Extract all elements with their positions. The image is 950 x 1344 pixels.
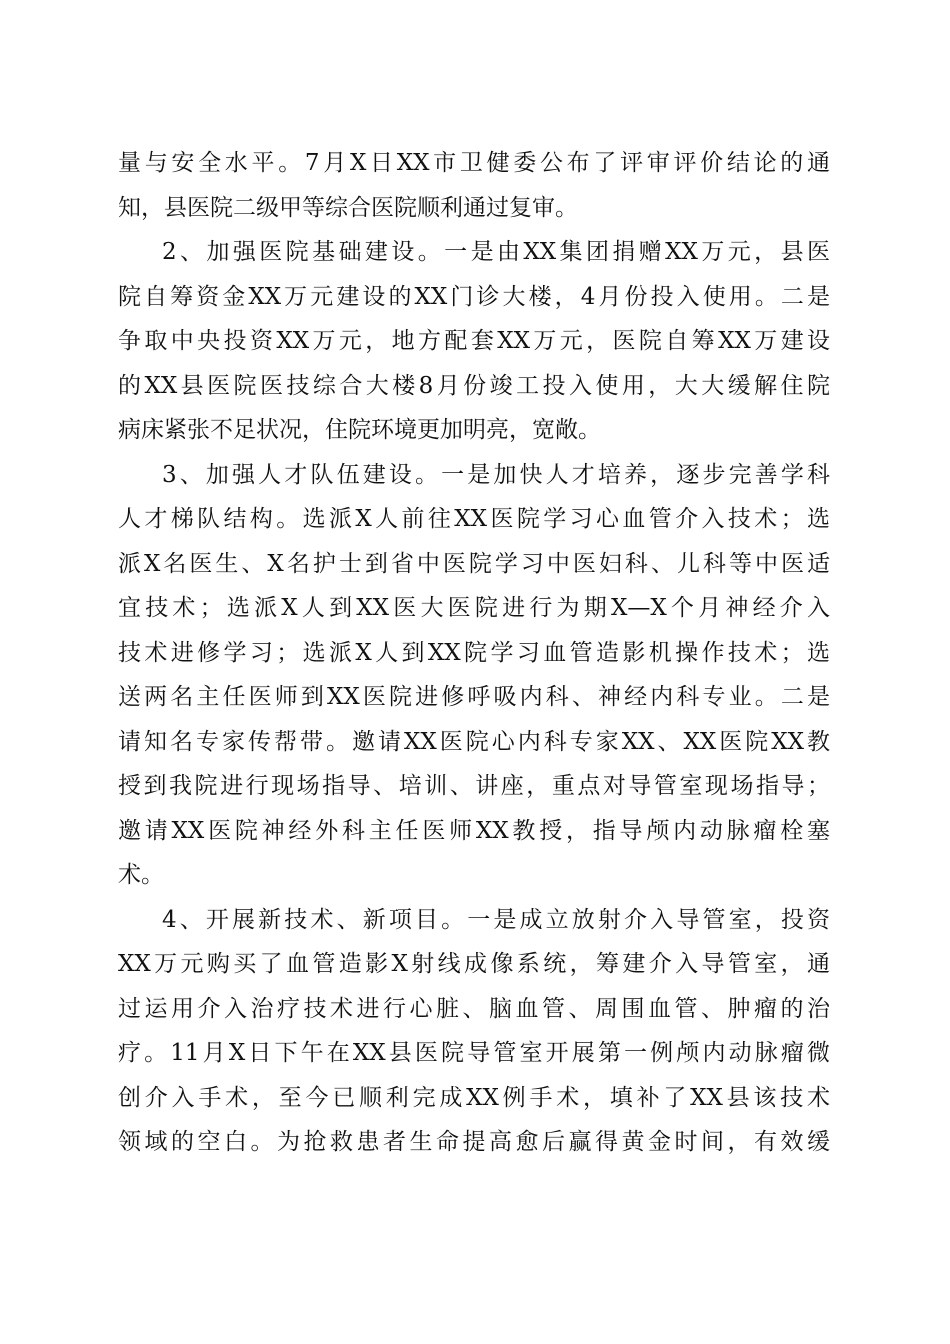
text-line: 派X名医生、X名护士到省中医院学习中医妇科、儿科等中医适 [118,550,830,577]
text-line: 争取中央投资XX万元，地方配套XX万元，医院自筹XX万建设 [118,328,830,354]
text-line: 请知名专家传帮带。邀请XX医院心内科专家XX、XX医院XX教 [118,728,830,755]
text-line: 人才梯队结构。选派X人前往XX医院学习心血管介入技术；选 [118,506,830,532]
text-line: 疗。11月X日下午在XX县医院导管室开展第一例颅内动脉瘤微 [118,1040,830,1066]
paragraph-start-line: 4、开展新技术、新项目。一是成立放射介入导管室，投资 [162,906,830,933]
text-line: 量与安全水平。7月X日XX市卫健委公布了评审评价结论的通 [118,150,830,176]
text-line: 送两名主任医师到XX医院进修呼吸内科、神经内科专业。二是 [118,684,830,710]
text-line: 过运用介入治疗技术进行心脏、脑血管、周围血管、肿瘤的治 [118,995,830,1022]
text-line: XX万元购买了血管造影X射线成像系统，筹建介入导管室，通 [118,951,830,977]
text-line: 知，县医院二级甲等综合医院顺利通过复审。 [118,194,578,221]
text-line: 的XX县医院医技综合大楼8月份竣工投入使用，大大缓解住院 [118,372,830,399]
text-line: 宜技术；选派X人到XX医大医院进行为期X—X个月神经介入 [118,595,830,621]
body-text [118,141,830,1165]
text-line: 授到我院进行现场指导、培训、讲座，重点对导管室现场指导； [118,773,830,799]
text-line: 技术进修学习；选派X人到XX院学习血管造影机操作技术；选 [118,639,830,666]
text-line: 领域的空白。为抢救患者生命提高愈后赢得黄金时间，有效缓 [118,1129,830,1155]
paragraph-start-line: 3、加强人才队伍建设。一是加快人才培养，逐步完善学科 [162,461,830,488]
text-line: 术。 [118,862,164,888]
text-line: 病床紧张不足状况，住院环境更加明亮，宽敞。 [118,417,601,443]
paragraph-start-line: 2、加强医院基础建设。一是由XX集团捐赠XX万元，县医 [162,239,830,265]
text-line: 创介入手术，至今已顺利完成XX例手术，填补了XX县该技术 [118,1084,830,1111]
text-line: 院自筹资金XX万元建设的XX门诊大楼，4月份投入使用。二是 [118,283,830,310]
text-line: 邀请XX医院神经外科主任医师XX教授，指导颅内动脉瘤栓塞 [118,817,830,844]
